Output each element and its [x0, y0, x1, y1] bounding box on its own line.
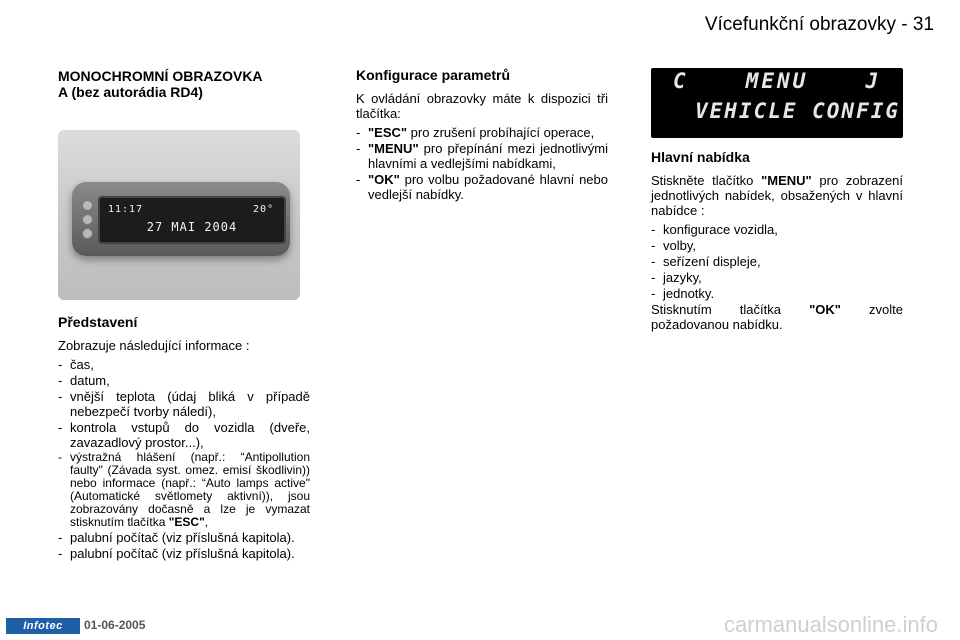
- display-screen: [98, 196, 286, 244]
- footer-date: 01-06-2005: [84, 618, 146, 632]
- display-temperature: 20°: [252, 204, 274, 215]
- outro-pre: Stisknutím tlačítka: [651, 302, 810, 317]
- lcd-right-bracket: J: [865, 69, 881, 93]
- list-item-menu: [356, 141, 608, 171]
- menu-lcd-display: [651, 68, 903, 138]
- display-photo: [58, 130, 300, 300]
- key-label: "ESC": [368, 125, 408, 140]
- list-item: - seřízení displeje,: [651, 254, 903, 269]
- intro-text: Zobrazuje následující informace :: [58, 338, 250, 353]
- list-item: - palubní počítač (viz příslušná kapitola).: [58, 546, 310, 561]
- display-time: 11:17: [108, 204, 144, 215]
- menu-list: [651, 222, 903, 301]
- display-date: 27 MAI 2004: [146, 220, 238, 234]
- column-main-menu: [651, 68, 903, 336]
- outro-post: zvolte požadovanou nabídku.: [651, 302, 903, 332]
- main-title-line2: A (bez autorádia RD4): [58, 84, 203, 100]
- section-title-configuration: Konfigurace parametrů: [356, 67, 511, 83]
- section-title-main-menu: Hlavní nabídka: [651, 149, 750, 165]
- infotec-logo: Infotec: [6, 618, 80, 634]
- outro-text: [651, 302, 903, 332]
- key-description: pro přepínání mezi jednotlivými hlavními a vedlejšími nabídkami,: [368, 141, 608, 171]
- lcd-line1: [673, 69, 881, 93]
- lcd-left-bracket: C: [673, 69, 689, 93]
- list-item: - konfigurace vozidla,: [651, 222, 903, 237]
- button-list: [356, 125, 608, 202]
- lcd-line2: VEHICLE CONFIG: [695, 99, 901, 123]
- intro-text: [651, 173, 903, 218]
- list-item-ok: [356, 172, 608, 202]
- list-item: - volby,: [651, 238, 903, 253]
- list-item: - vnější teplota (údaj bliká v případě nebezpečí tvorby náledí),: [58, 389, 310, 419]
- main-title-line1: MONOCHROMNÍ OBRAZOVKA: [58, 68, 263, 84]
- esc-key-label: "ESC": [168, 515, 205, 529]
- column-configuration: [356, 68, 608, 203]
- info-list: [58, 357, 310, 561]
- intro-post: pro zobrazení jednotlivých nabídek, obsažených v hlavní nabídce :: [651, 173, 903, 218]
- list-item: - palubní počítač (viz příslušná kapitola).: [58, 530, 310, 545]
- page-title: Vícefunkční obrazovky - 31: [704, 14, 934, 35]
- menu-key-label: "MENU": [761, 173, 812, 188]
- column-monochrome-display: [58, 68, 310, 562]
- key-label: "MENU": [368, 141, 419, 156]
- key-description: pro zrušení probíhající operace,: [407, 125, 595, 140]
- key-label: "OK": [368, 172, 400, 187]
- watermark: carmanualsonline.info: [723, 612, 938, 637]
- section-title-presentation: Představení: [58, 314, 138, 330]
- display-button-icon: [82, 200, 93, 211]
- esc-suffix: ,: [204, 515, 209, 529]
- intro-text: K ovládání obrazovky máte k dispozici tři tlačítka:: [356, 91, 608, 121]
- list-item: - jazyky,: [651, 270, 903, 285]
- list-item-warnings: [58, 451, 310, 529]
- key-description: pro volbu požadované hlavní nebo vedlejší nabídky.: [368, 172, 608, 202]
- list-item: - datum,: [58, 373, 310, 388]
- list-item-esc: [356, 125, 608, 140]
- lcd-menu-label: MENU: [745, 69, 809, 93]
- warnings-text: výstražná hlášení (např.: “Antipollution faulty" (Závada syst. omez. emisí škodlivin)) nebo informace (např.: “Auto lamps active" (Automatické světlomety aktivní)), jsou zobrazovány dočasně a lze je vymazat stisknutím tlačítka: [70, 450, 310, 529]
- ok-key-label: "OK": [809, 302, 841, 317]
- display-button-icon: [82, 214, 93, 225]
- display-button-icon: [82, 228, 93, 239]
- intro-pre: Stiskněte tlačítko: [651, 173, 762, 188]
- list-item: - jednotky.: [651, 286, 903, 301]
- list-item: - kontrola vstupů do vozidla (dveře, zavazadlový prostor...),: [58, 420, 310, 450]
- list-item: - čas,: [58, 357, 310, 372]
